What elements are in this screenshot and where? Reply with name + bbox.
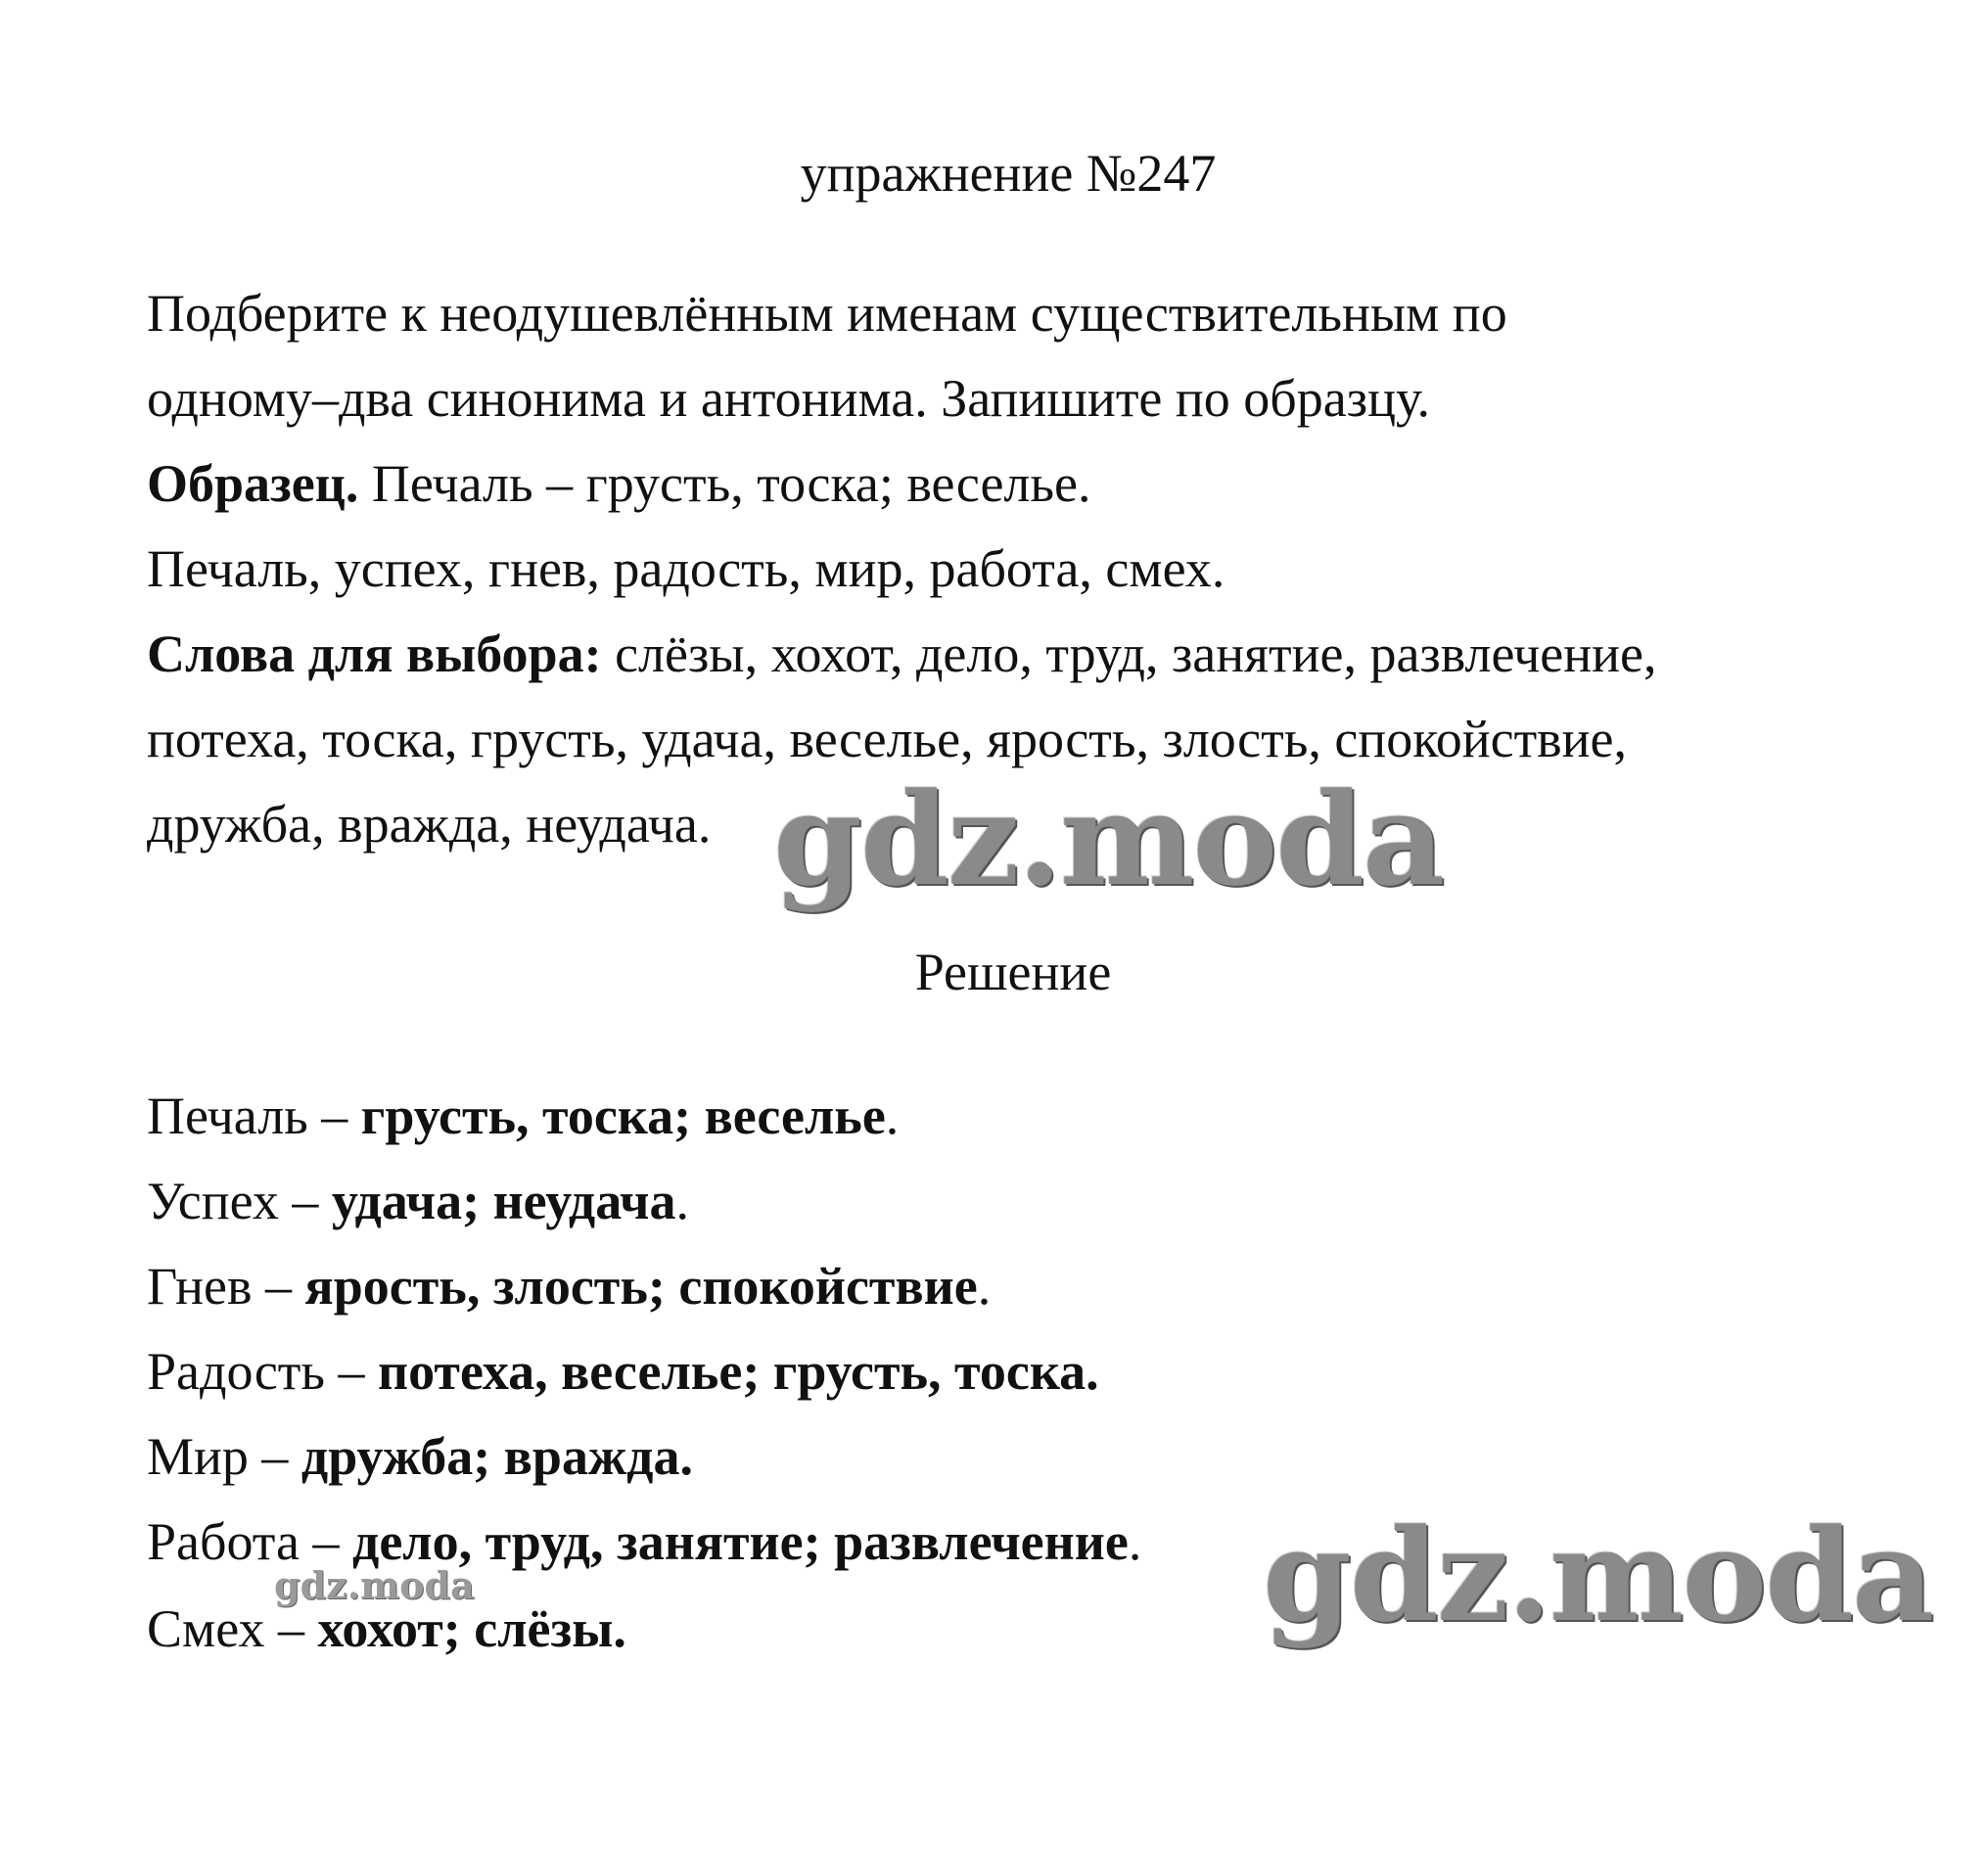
choice-line-2: потеха, тоска, грусть, удача, веселье, ярость, злость, спокойствие, (147, 710, 1628, 768)
exercise-title: упражнение №247 (800, 144, 1217, 203)
answer-text: удача; неудача (331, 1172, 676, 1230)
answer-text: хохот; слёзы. (317, 1599, 626, 1658)
solution-title: Решение (914, 943, 1112, 1001)
answer-word: Печаль – (147, 1086, 361, 1145)
answer-tail: . (675, 1172, 690, 1230)
answer-text: дружба; вражда. (301, 1427, 693, 1486)
choice-label: Слова для выбора: (147, 624, 602, 683)
answer-text: дело, труд, занятие; развлечение (352, 1512, 1129, 1571)
sample-label: Образец. (147, 454, 359, 513)
task-line-1: Подберите к неодушевлённым именам существительным по (147, 284, 1507, 343)
choice-line-1 (147, 624, 1657, 683)
answer-word: Гнев – (147, 1257, 305, 1316)
task-line-2: одному–два синонима и антонима. Запишите по образцу. (147, 369, 1431, 428)
answer-tail: . (885, 1086, 900, 1145)
sample-line (147, 454, 1090, 513)
answer-tail: . (1128, 1512, 1142, 1571)
answer-line-3 (147, 1257, 991, 1316)
sample-text: Печаль – грусть, тоска; веселье. (358, 454, 1091, 513)
watermark-logo: gdz.moda (1263, 1501, 1933, 1650)
watermark-logo-small: gdz.moda (274, 1563, 475, 1607)
answer-text: ярость, злость; спокойствие (304, 1257, 978, 1316)
answer-text: грусть, тоска; веселье (360, 1086, 886, 1145)
answer-line-5 (147, 1427, 693, 1486)
answer-word: Успех – (147, 1172, 332, 1230)
answer-line-7 (147, 1599, 626, 1658)
answer-word: Мир – (147, 1427, 301, 1486)
answer-word: Радость – (147, 1342, 379, 1401)
choice-line-3: дружба, вражда, неудача. (147, 795, 712, 854)
watermark-logo: gdz.moda (773, 764, 1444, 914)
choice-text-1: слёзы, хохот, дело, труд, занятие, развлечение, (601, 624, 1657, 683)
answer-line-1 (147, 1086, 899, 1145)
answer-word: Смех – (147, 1599, 318, 1658)
answer-word: Работа – (147, 1512, 352, 1571)
answer-tail: . (977, 1257, 992, 1316)
answer-line-2 (147, 1172, 689, 1230)
answer-line-4 (147, 1342, 1099, 1401)
words-line: Печаль, успех, гнев, радость, мир, работа, смех. (147, 539, 1225, 598)
answer-text: потеха, веселье; грусть, тоска. (378, 1342, 1099, 1401)
answer-line-6 (147, 1512, 1141, 1571)
